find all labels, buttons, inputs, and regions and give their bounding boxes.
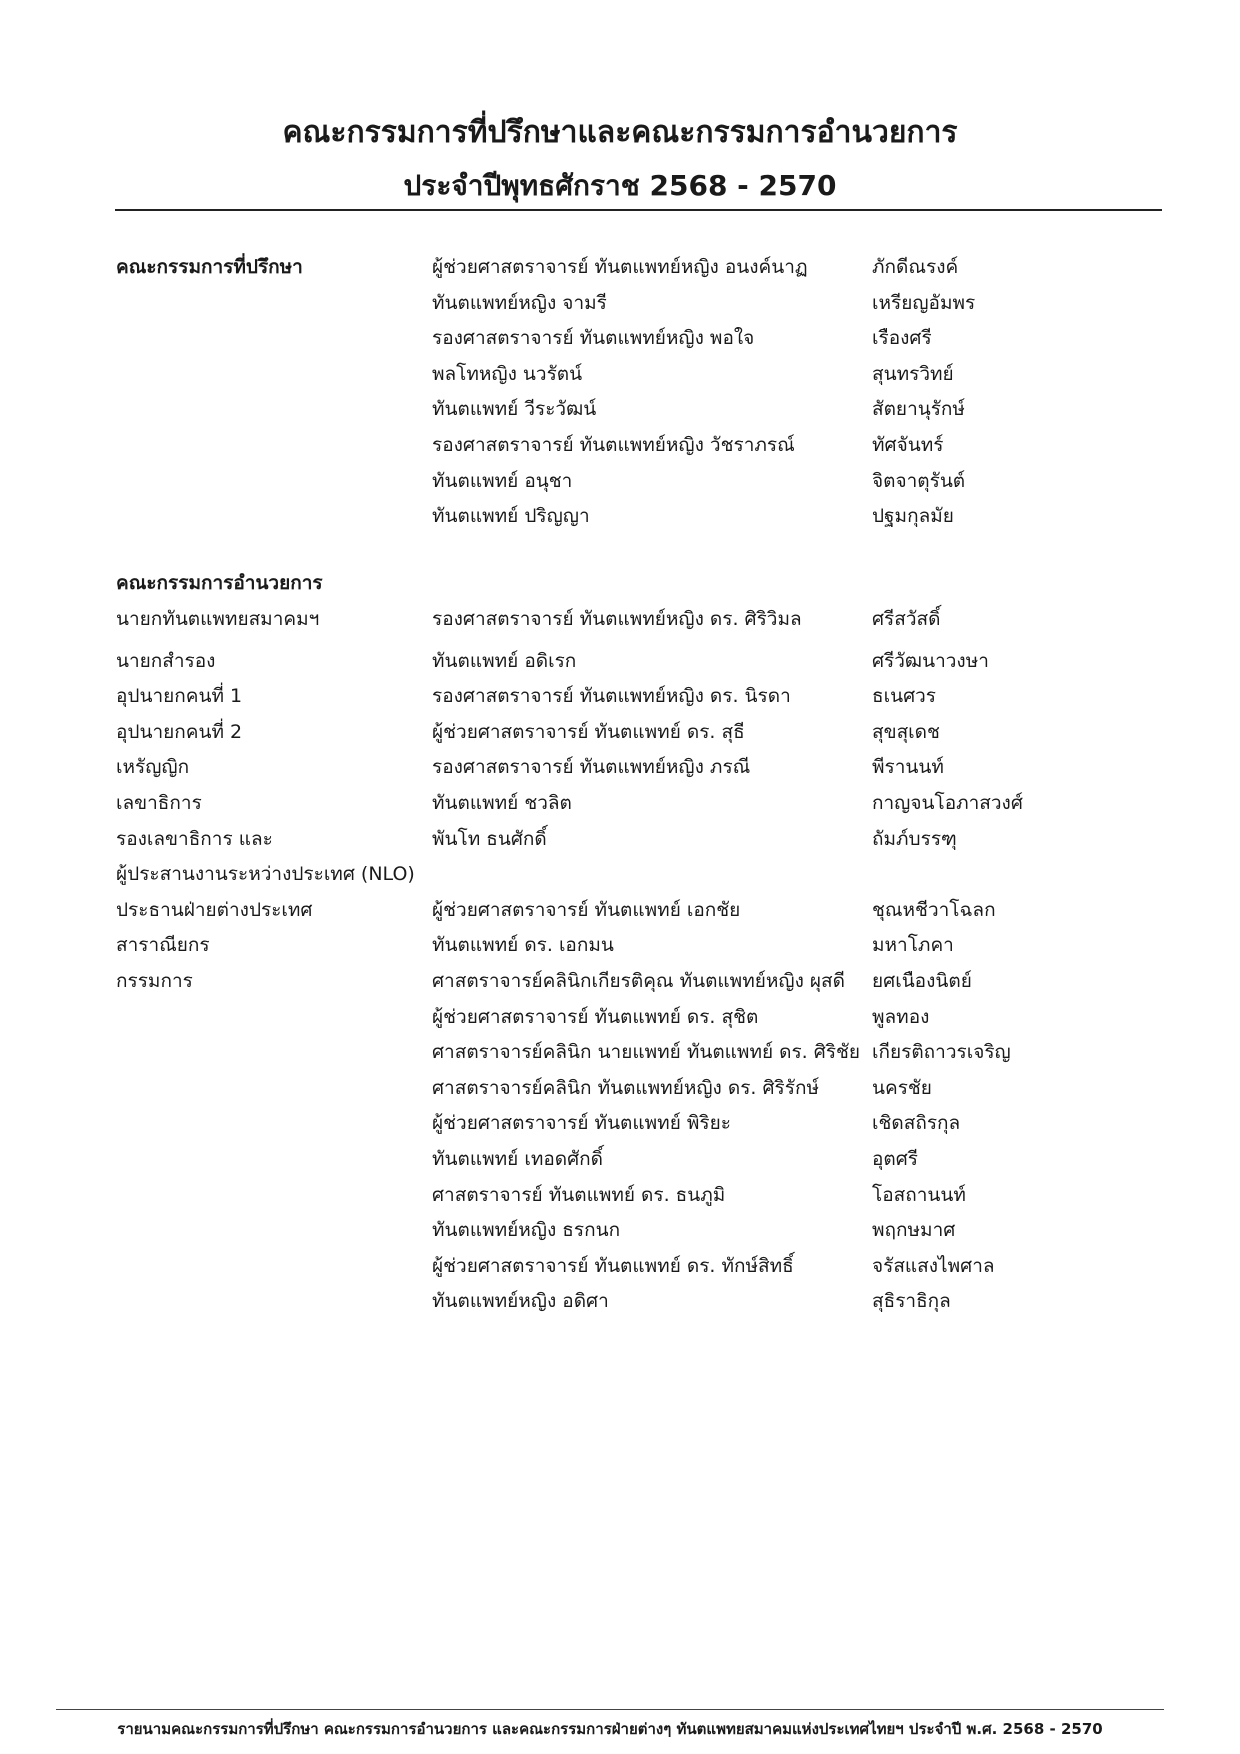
member-name: รองศาสตราจารย์ ทันตแพทย์หญิง ดร. ศิริวิมล <box>432 607 802 630</box>
executive-member-row <box>116 679 1176 715</box>
advisory-member-row <box>116 286 1176 322</box>
member-name: ทันตแพทย์หญิง อดิศา <box>432 1290 609 1313</box>
member-name: ศาสตราจารย์คลินิก ทันตแพทย์หญิง ดร. ศิริรักษ์ <box>432 1076 819 1099</box>
member-name: ทันตแพทย์หญิง จามรี <box>432 291 607 314</box>
member-surname: สุนทรวิทย์ <box>872 362 954 385</box>
member-surname: ภักดีณรงค์ <box>872 256 959 278</box>
member-name: ศาสตราจารย์ ทันตแพทย์ ดร. ธนภูมิ <box>432 1183 726 1206</box>
executive-heading: คณะกรรมการอำนวยการ <box>116 572 323 594</box>
member-surname: พีรานนท์ <box>872 756 944 779</box>
member-name: ทันตแพทย์ ดร. เอกมน <box>432 934 614 957</box>
member-role: เหรัญญิก <box>116 756 190 779</box>
member-surname: มหาโภคา <box>872 934 954 957</box>
executive-member-row <box>116 644 1176 680</box>
member-surname: ยศเนืองนิตย์ <box>872 969 972 992</box>
member-name: ทันตแพทย์หญิง ธรกนก <box>432 1219 621 1242</box>
member-role: นายกทันตแพทยสมาคมฯ <box>116 607 320 630</box>
member-surname: พูลทอง <box>872 1005 930 1028</box>
member-surname: ศรีสวัสดิ์ <box>872 607 941 630</box>
executive-member-row <box>116 750 1176 786</box>
executive-member-row <box>116 1071 1176 1107</box>
executive-member-row <box>116 822 1176 858</box>
member-surname: สัตยานุรักษ์ <box>872 398 965 421</box>
member-surname: กาญจนโอภาสวงศ์ <box>872 791 1023 814</box>
advisory-member-row <box>116 321 1176 357</box>
member-name: ทันตแพทย์ ปริญญา <box>432 505 590 528</box>
page-title: คณะกรรมการที่ปรึกษาและคณะกรรมการอำนวยการ <box>282 115 958 150</box>
member-name: ทันตแพทย์ ชวลิต <box>432 791 572 814</box>
member-surname: โอสถานนท์ <box>872 1183 966 1206</box>
executive-member-row <box>116 1000 1176 1036</box>
executive-member-row <box>116 893 1176 929</box>
member-surname: ปฐมกุลมัย <box>872 505 954 528</box>
page-footer: รายนามคณะกรรมการที่ปรึกษา คณะกรรมการอำนวยการ และคณะกรรมการฝ่ายต่างๆ ทันตแพทยสมาคมแห่งประเทศไทยฯ ประจำปี พ.ศ. 2568 - 2570 <box>117 1720 1103 1738</box>
advisory-heading: คณะกรรมการที่ปรึกษา <box>116 256 303 278</box>
member-role: ผู้ประสานงานระหว่างประเทศ (NLO) <box>116 863 415 886</box>
executive-member-row <box>116 1142 1176 1178</box>
member-surname: ธเนศวร <box>872 685 937 708</box>
member-surname: ถัมภ์บรรฑุ <box>872 827 957 850</box>
member-name: ศาสตราจารย์คลินิก นายแพทย์ ทันตแพทย์ ดร. ศิริชัย <box>432 1041 861 1064</box>
member-name: ทันตแพทย์ วีระวัฒน์ <box>432 398 597 421</box>
member-name: รองศาสตราจารย์ ทันตแพทย์หญิง ภรณี <box>432 756 751 779</box>
member-surname: ชุณหชีวาโฉลก <box>872 898 996 921</box>
member-name: ผู้ช่วยศาสตราจารย์ ทันตแพทย์ ดร. สุธี <box>432 720 745 743</box>
member-role: นายกสำรอง <box>116 649 216 672</box>
member-role: อุปนายกคนที่ 2 <box>116 720 243 743</box>
member-name: รองศาสตราจารย์ ทันตแพทย์หญิง ดร. นิรดา <box>432 685 791 708</box>
member-name: ผู้ช่วยศาสตราจารย์ ทันตแพทย์หญิง อนงค์นาฏ <box>432 256 808 278</box>
advisory-member-row <box>116 250 1176 286</box>
member-name: พันโท ธนศักดิ์ <box>432 827 547 850</box>
member-surname: ทัศจันทร์ <box>872 433 944 456</box>
executive-member-row <box>116 1178 1176 1214</box>
member-name: ผู้ช่วยศาสตราจารย์ ทันตแพทย์ เอกชัย <box>432 898 741 921</box>
member-surname: สุธิราธิกุล <box>872 1290 951 1313</box>
member-role: รองเลขาธิการ และ <box>116 827 273 850</box>
member-name: ผู้ช่วยศาสตราจารย์ ทันตแพทย์ ดร. สุชิต <box>432 1005 759 1028</box>
advisory-member-row <box>116 499 1176 535</box>
executive-member-row <box>116 715 1176 751</box>
member-surname: เรืองศรี <box>872 327 932 350</box>
executive-committee-section <box>116 566 1176 1320</box>
member-role: สาราณียกร <box>116 934 210 957</box>
member-surname: นครชัย <box>872 1076 932 1099</box>
member-surname: เหรียญอัมพร <box>872 291 976 314</box>
member-name: ศาสตราจารย์คลินิกเกียรติคุณ ทันตแพทย์หญิง ผุสดี <box>432 969 845 992</box>
executive-member-row <box>116 1284 1176 1320</box>
page-subtitle: ประจำปีพุทธศักราช 2568 - 2570 <box>403 169 837 202</box>
executive-member-row <box>116 964 1176 1000</box>
executive-member-row <box>116 857 1176 893</box>
member-name: ผู้ช่วยศาสตราจารย์ ทันตแพทย์ ดร. ทักษ์สิทธิ์ <box>432 1254 794 1277</box>
advisory-member-row <box>116 464 1176 500</box>
member-role: เลขาธิการ <box>116 791 202 814</box>
member-surname: เกียรติถาวรเจริญ <box>872 1041 1011 1064</box>
executive-member-row <box>116 1035 1176 1071</box>
advisory-committee-section <box>116 250 1176 535</box>
member-surname: ศรีวัฒนาวงษา <box>872 649 989 672</box>
executive-member-row <box>116 1249 1176 1285</box>
executive-member-row <box>116 1213 1176 1249</box>
advisory-member-row <box>116 428 1176 464</box>
member-role: อุปนายกคนที่ 1 <box>116 685 243 708</box>
member-surname: สุขสุเดช <box>872 720 940 743</box>
member-surname: พฤกษมาศ <box>872 1219 956 1242</box>
member-name: รองศาสตราจารย์ ทันตแพทย์หญิง วัชราภรณ์ <box>432 433 795 456</box>
member-surname: จรัสแสงไพศาล <box>872 1254 995 1277</box>
member-role: ประธานฝ่ายต่างประเทศ <box>116 898 313 921</box>
executive-member-row <box>116 1106 1176 1142</box>
executive-member-row <box>116 928 1176 964</box>
member-name: ทันตแพทย์ อดิเรก <box>432 649 577 672</box>
member-name: ทันตแพทย์ อนุชา <box>432 469 573 492</box>
advisory-member-row <box>116 392 1176 428</box>
member-name: พลโทหญิง นวรัตน์ <box>432 362 583 385</box>
executive-member-row <box>116 786 1176 822</box>
executive-member-row <box>116 602 1176 644</box>
member-surname: เชิดสถิรกุล <box>872 1112 961 1135</box>
member-name: ทันตแพทย์ เทอดศักดิ์ <box>432 1147 603 1170</box>
header-divider <box>115 209 1162 211</box>
member-name: ผู้ช่วยศาสตราจารย์ ทันตแพทย์ พิริยะ <box>432 1112 731 1135</box>
member-surname: จิตจาตุรันต์ <box>872 469 966 492</box>
footer-divider <box>56 1709 1164 1710</box>
advisory-member-row <box>116 357 1176 393</box>
member-name: รองศาสตราจารย์ ทันตแพทย์หญิง พอใจ <box>432 327 755 350</box>
member-surname: อุตศรี <box>872 1147 919 1170</box>
member-role: กรรมการ <box>116 969 193 992</box>
